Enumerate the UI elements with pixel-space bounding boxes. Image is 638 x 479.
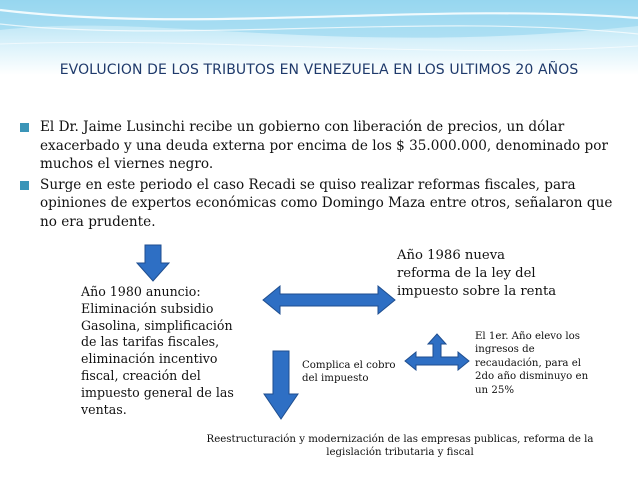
reestructuracion-text: Reestructuración y modernización de las empresas publicas, reforma de la legislación tributaria y fiscal <box>206 434 594 459</box>
three-way-arrow-icon <box>404 333 470 371</box>
square-bullet-icon <box>20 123 29 132</box>
down-arrow-icon <box>136 244 170 282</box>
box-1980: Año 1980 anuncio: Eliminación subsidio Gasolina, simplificación de las tarifas fiscales, eliminación incentivo fiscal, creación del impuesto general de las ventas. <box>81 284 234 417</box>
square-bullet-icon <box>20 181 29 190</box>
bullet-list <box>18 118 618 234</box>
bullet-item <box>18 176 618 232</box>
slide-title: EVOLUCION DE LOS TRIBUTOS EN VENEZUELA EN LOS ULTIMOS 20 AÑOS <box>59 62 579 78</box>
complica-text: Complica el cobro del impuesto <box>302 360 396 385</box>
left-right-arrow-icon <box>262 284 396 316</box>
bullet-text: Surge en este periodo el caso Recadi se quiso realizar reformas fiscales, para opiniones de expertos económicas como Domingo Maza entre otros, señalaron que no era prudente. <box>40 176 613 230</box>
primer-ano-text: El 1er. Año elevo los ingresos de recaudación, para el 2do año disminuyo en un 25% <box>475 331 589 396</box>
down-arrow-icon <box>263 350 299 420</box>
bullet-item <box>18 118 618 174</box>
bullet-text: El Dr. Jaime Lusinchi recibe un gobierno con liberación de precios, un dólar exacerbado y una deuda externa por encima de los $ 35.000.000, denominado por muchos el viernes negro. <box>40 119 608 173</box>
box-1986: Año 1986 nueva reforma de la ley del impuesto sobre la renta <box>397 248 557 299</box>
